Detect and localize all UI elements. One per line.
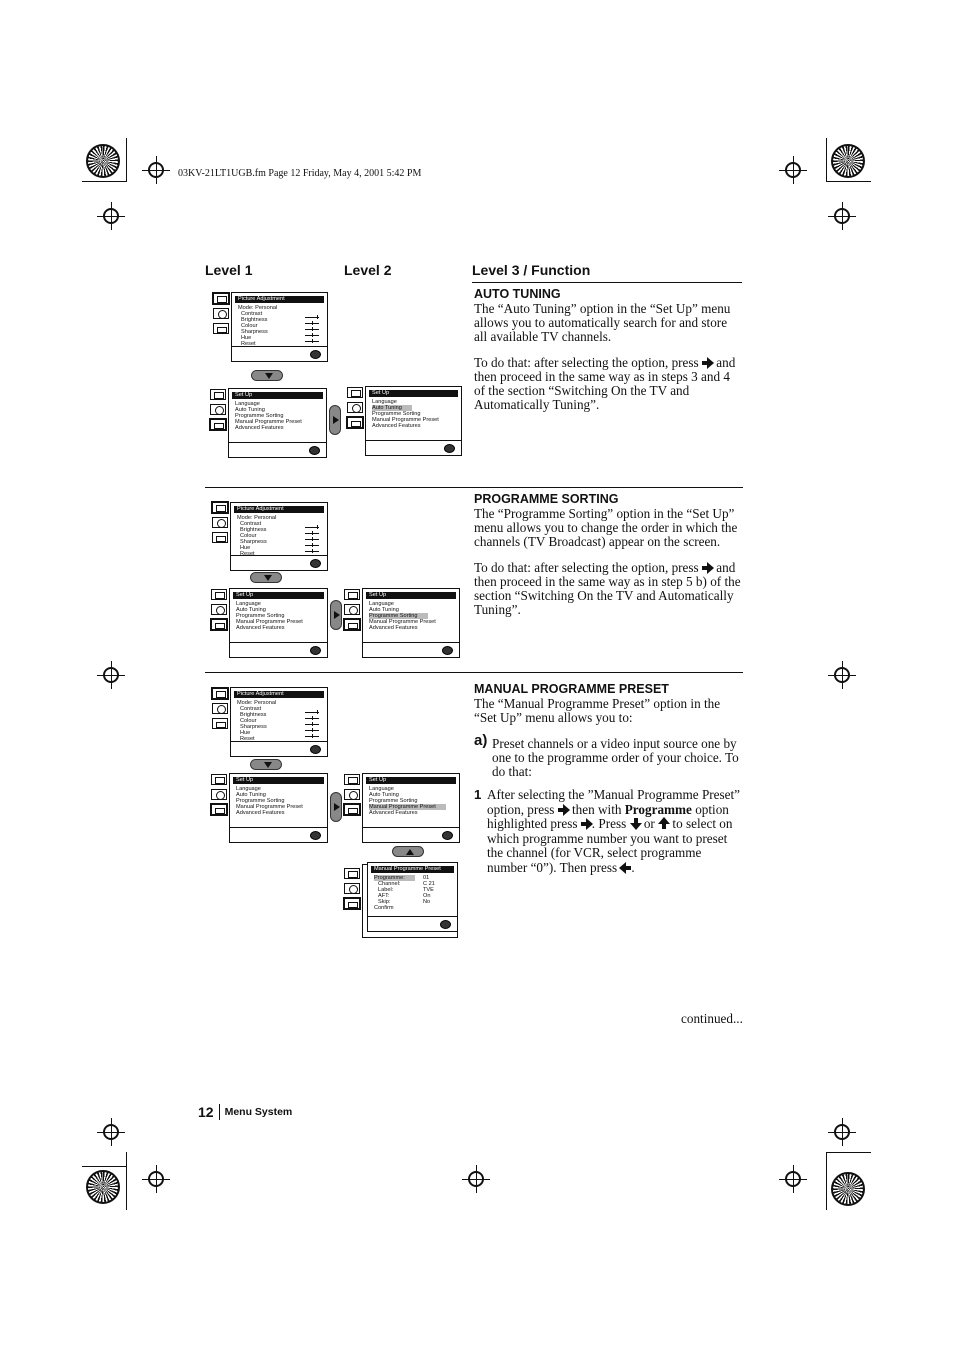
screen-footer	[366, 440, 461, 441]
picture-adjustment-screen	[231, 292, 328, 362]
screen-footer	[368, 916, 457, 917]
crosshair-mid-left	[103, 667, 119, 683]
manual-programme-preset-screen	[367, 862, 458, 932]
crosshair-top-right-b	[834, 208, 850, 224]
timer-menu-icon	[344, 883, 360, 894]
crosshair-bottom-right-b	[834, 1124, 850, 1140]
highlighted-item: Manual Programme Preset	[369, 804, 446, 810]
text-span: To do that: after selecting the option, press	[474, 355, 699, 370]
level-marker	[312, 333, 313, 337]
ok-button-icon	[310, 559, 321, 568]
setup-screen	[228, 388, 327, 458]
label-row: AFT:	[378, 893, 390, 899]
list-item: Auto Tuning	[236, 792, 266, 798]
text-span: to select on which programme number you want to preset the channel (for VCR, select programme number “0”). Then press	[487, 816, 733, 875]
list-item: Advanced Features	[236, 625, 285, 631]
setup-menu-icon	[210, 419, 226, 430]
registration-sun-top-left	[86, 144, 120, 178]
list-item: Contrast	[240, 706, 262, 712]
ok-button-icon	[444, 444, 455, 453]
registration-sun-top-right	[831, 144, 865, 178]
crop-mark	[826, 181, 871, 182]
highlighted-item: Programme Sorting	[369, 613, 428, 619]
value-row: C 21	[423, 881, 435, 887]
screen-footer	[231, 741, 327, 742]
level-bar	[305, 341, 319, 342]
menu-icon-column	[212, 688, 230, 733]
setup-screen-auto-tuning	[365, 386, 462, 456]
setup-menu-icon	[213, 323, 229, 334]
value-row: No	[423, 899, 431, 905]
list-item: Advanced Features	[372, 423, 421, 429]
screen-title: Set Up	[369, 390, 458, 397]
screen-title: Set Up	[233, 777, 324, 784]
bold-text: Programme	[624, 801, 692, 817]
page-footer	[198, 1104, 292, 1120]
timer-menu-icon	[211, 789, 227, 800]
list-item: Reset	[240, 551, 255, 557]
level-marker	[312, 734, 313, 738]
text-span: option highlighted press	[487, 801, 729, 832]
list-item: Hue	[240, 730, 251, 736]
screen-title: Picture Adjustment	[234, 506, 324, 513]
screen-title: Set Up	[233, 592, 324, 599]
level-bar	[305, 323, 319, 324]
crop-mark	[82, 181, 127, 182]
list-item: Reset	[241, 341, 256, 347]
list-item: Hue	[241, 335, 252, 341]
list-item: Brightness	[240, 527, 267, 533]
setup-screen-programme-sorting	[362, 588, 460, 658]
text-span: then with	[572, 801, 622, 817]
right-button-icon	[329, 405, 341, 435]
level-marker	[312, 716, 313, 720]
mode-line: Mode: Personal	[237, 515, 277, 521]
picture-menu-icon	[211, 589, 227, 600]
right-arrow-icon	[558, 804, 569, 815]
timer-menu-icon	[344, 789, 360, 800]
menu-icon-column	[210, 389, 228, 434]
level-marker	[312, 321, 313, 325]
ok-button-icon	[309, 446, 320, 455]
label-row: Label:	[378, 887, 394, 893]
section-rule	[205, 672, 743, 673]
screen-footer	[230, 642, 327, 643]
item-a-label: a)	[474, 732, 488, 749]
level-marker	[312, 531, 313, 535]
level-marker	[317, 710, 318, 714]
level-bar	[305, 527, 319, 528]
screen-footer	[229, 442, 326, 443]
level-marker	[312, 537, 313, 541]
crosshair-top-left-a	[148, 162, 164, 178]
menu-icon-column	[213, 293, 231, 338]
list-item: Colour	[240, 718, 257, 724]
label-row: Skip:	[378, 899, 391, 905]
list-item: Auto Tuning	[369, 792, 399, 798]
level-bar	[305, 718, 319, 719]
list-item: Sharpness	[241, 329, 268, 335]
list-item: Manual Programme Preset	[372, 417, 439, 423]
list-item: Auto Tuning	[369, 607, 399, 613]
list-item: Language	[235, 401, 260, 407]
picture-menu-icon	[211, 774, 227, 785]
level-marker	[317, 525, 318, 529]
setup-menu-icon	[212, 532, 228, 543]
picture-menu-icon	[344, 589, 360, 600]
footer-section: Menu System	[224, 1106, 293, 1118]
level-bar	[305, 335, 319, 336]
screen-footer	[231, 555, 327, 556]
list-item: Hue	[240, 545, 251, 551]
screen-title: Picture Adjustment	[235, 296, 324, 303]
list-item: Manual Programme Preset	[369, 619, 436, 625]
down-button-icon	[250, 572, 282, 583]
text-span: To do that: after selecting the option, press	[474, 560, 699, 575]
list-item: Contrast	[240, 521, 262, 527]
paragraph: The “Auto Tuning” option in the “Set Up” menu allows you to automatically search for and store all available TV channels.	[474, 301, 731, 344]
text-span: or	[643, 816, 655, 832]
screen-title: Picture Adjustment	[234, 691, 324, 698]
picture-menu-icon	[347, 387, 363, 398]
header-level2: Level 2	[344, 262, 392, 278]
crop-mark	[826, 138, 827, 182]
down-button-icon	[250, 759, 282, 770]
up-arrow-icon	[658, 818, 669, 829]
highlighted-item: Auto Tuning	[372, 405, 412, 411]
right-arrow-icon	[581, 818, 592, 829]
right-button-icon	[330, 600, 342, 630]
list-item: Programme Sorting	[236, 798, 285, 804]
header-level3: Level 3 / Function	[472, 262, 591, 278]
section-heading: AUTO TUNING	[474, 287, 561, 301]
list-item: Reset	[240, 736, 255, 742]
level-bar	[305, 539, 319, 540]
timer-menu-icon	[212, 517, 228, 528]
screen-footer	[230, 827, 327, 828]
paragraph: The “Manual Programme Preset” option in the “Set Up” menu allows you to:	[474, 696, 721, 725]
screen-footer	[363, 642, 459, 643]
ok-button-icon	[442, 831, 453, 840]
left-arrow-icon	[620, 862, 631, 873]
level-bar	[305, 551, 319, 552]
crop-mark	[82, 1166, 127, 1167]
screen-title: Set Up	[366, 592, 456, 599]
menu-icon-column	[344, 774, 362, 819]
menu-icon-column	[344, 589, 362, 634]
registration-sun-bottom-left	[86, 1170, 120, 1204]
level-bar	[305, 533, 319, 534]
page-number: 12	[198, 1104, 214, 1120]
level-marker	[312, 339, 313, 343]
screen-title: Set Up	[366, 777, 456, 784]
label-row: Channel:	[378, 881, 401, 887]
ok-button-icon	[310, 350, 321, 359]
crop-mark	[826, 1152, 827, 1210]
menu-icon-column	[347, 387, 365, 432]
crop-mark	[126, 138, 127, 182]
text-span: and then proceed in the same way as in step 5 b) of the section “Switching On the TV and Automatically Tuning”.	[474, 560, 741, 617]
list-item: Programme Sorting	[235, 413, 284, 419]
timer-menu-icon	[347, 402, 363, 413]
list-item: Contrast	[241, 311, 263, 317]
level-marker	[312, 543, 313, 547]
text-span: Press	[598, 816, 627, 832]
screen-title: Set Up	[232, 392, 323, 399]
crosshair-top-right-a	[785, 162, 801, 178]
crop-mark	[826, 1152, 871, 1153]
list-item: Brightness	[241, 317, 268, 323]
ok-button-icon	[440, 920, 451, 929]
picture-menu-icon	[344, 774, 360, 785]
paragraph: The “Programme Sorting” option in the “Set Up” menu allows you to change the order in which the channels (TV Broadcast) appear on the screen.	[474, 506, 738, 549]
programme-sorting-section	[474, 492, 742, 617]
right-arrow-icon	[702, 357, 713, 368]
menu-icon-column	[344, 868, 362, 913]
menu-icon-column	[212, 502, 230, 547]
level-bar	[305, 730, 319, 731]
ok-button-icon	[310, 745, 321, 754]
list-item: Advanced Features	[235, 425, 284, 431]
list-item: Brightness	[240, 712, 267, 718]
setup-menu-icon	[211, 804, 227, 815]
list-item: Colour	[240, 533, 257, 539]
list-item: Language	[369, 786, 394, 792]
level-bar	[305, 317, 319, 318]
setup-menu-icon	[212, 718, 228, 729]
screen-footer	[232, 346, 327, 347]
level-marker	[312, 722, 313, 726]
down-button-icon	[251, 370, 283, 381]
ok-button-icon	[442, 646, 453, 655]
list-item: Manual Programme Preset	[236, 804, 303, 810]
menu-icon-column	[211, 774, 229, 819]
picture-menu-icon	[212, 502, 228, 513]
section-heading: PROGRAMME SORTING	[474, 492, 619, 506]
text-span: After selecting the ”Manual Programme Preset” option, press	[487, 787, 741, 817]
screen-footer	[363, 827, 459, 828]
up-button-icon	[392, 846, 424, 857]
value-row: 01	[423, 875, 430, 881]
level-marker	[312, 327, 313, 331]
mode-line: Mode: Personal	[237, 700, 277, 706]
setup-menu-icon	[344, 804, 360, 815]
setup-menu-icon	[347, 417, 363, 428]
timer-menu-icon	[344, 604, 360, 615]
crosshair-top-left-b	[103, 208, 119, 224]
manual-preset-section	[474, 682, 744, 876]
list-item: Manual Programme Preset	[236, 619, 303, 625]
paragraph	[474, 561, 742, 617]
list-item: Colour	[241, 323, 258, 329]
programme-label: Programme:	[374, 875, 415, 881]
level-bar	[305, 712, 319, 713]
setup-screen	[229, 588, 328, 658]
down-arrow-icon	[630, 818, 641, 829]
crosshair-bottom-left-a	[148, 1171, 164, 1187]
text-span: and then proceed in the same way as in steps 3 and 4 of the section “Switching On the TV and Automatically Tuning”.	[474, 355, 736, 412]
list-item: Language	[369, 601, 394, 607]
list-item: Advanced Features	[369, 810, 418, 816]
section-rule	[205, 487, 743, 488]
level-bar	[305, 724, 319, 725]
auto-tuning-section	[474, 287, 742, 412]
header-level1: Level 1	[205, 262, 253, 278]
level-marker	[317, 315, 318, 319]
menu-icon-column	[211, 589, 229, 634]
picture-adjustment-screen	[230, 502, 328, 571]
text-span: Preset channels or a video input source one by one to the programme order of your choice. To do that:	[492, 736, 739, 779]
paragraph	[474, 356, 742, 412]
crop-mark	[126, 1152, 127, 1210]
list-item: Language	[236, 601, 261, 607]
ok-button-icon	[310, 831, 321, 840]
label-row: Confirm	[374, 905, 394, 911]
value-row: On	[423, 893, 431, 899]
step-1: 1 After selecting the ”Manual Programme Preset” option, press then with Programme option highlighted press . Press or to select on which programme number you want to preset the channel (for VCR, select programme number “0”). Then press .	[474, 787, 741, 875]
picture-menu-icon	[213, 293, 229, 304]
item-a	[474, 732, 744, 779]
setup-menu-icon	[344, 619, 360, 630]
value-row: TVE	[423, 887, 434, 893]
crosshair-bottom-left-b	[103, 1124, 119, 1140]
crosshair-bottom-center	[468, 1171, 484, 1187]
list-item: Advanced Features	[369, 625, 418, 631]
picture-adjustment-screen	[230, 687, 328, 757]
screen-title: Manual Programme Preset	[371, 866, 454, 873]
setup-menu-icon	[211, 619, 227, 630]
setup-menu-icon	[344, 898, 360, 909]
list-item: Programme Sorting	[372, 411, 421, 417]
timer-menu-icon	[212, 703, 228, 714]
list-item: Programme Sorting	[369, 798, 418, 804]
setup-screen	[229, 773, 328, 843]
section-heading: MANUAL PROGRAMME PRESET	[474, 682, 669, 696]
picture-menu-icon	[344, 868, 360, 879]
crosshair-mid-right	[834, 667, 850, 683]
continued-note: continued...	[681, 1011, 743, 1026]
list-item: Manual Programme Preset	[235, 419, 302, 425]
crosshair-bottom-right-a	[785, 1171, 801, 1187]
mode-line: Mode: Personal	[238, 305, 278, 311]
level-marker	[312, 728, 313, 732]
list-item: Language	[372, 399, 397, 405]
file-stamp: 03KV-21LT1UGB.fm Page 12 Friday, May 4, 2001 5:42 PM	[178, 168, 422, 179]
timer-menu-icon	[210, 404, 226, 415]
footer-divider	[219, 1104, 220, 1120]
level-bar	[305, 545, 319, 546]
list-item: Auto Tuning	[236, 607, 266, 613]
timer-menu-icon	[211, 604, 227, 615]
section-rule	[472, 282, 742, 283]
picture-menu-icon	[212, 688, 228, 699]
level-marker	[312, 549, 313, 553]
list-item: Sharpness	[240, 539, 267, 545]
registration-sun-bottom-right	[831, 1172, 865, 1206]
list-item: Language	[236, 786, 261, 792]
picture-menu-icon	[210, 389, 226, 400]
level-bar	[305, 736, 319, 737]
list-item: Sharpness	[240, 724, 267, 730]
ok-button-icon	[310, 646, 321, 655]
timer-menu-icon	[213, 308, 229, 319]
right-button-icon	[330, 792, 342, 822]
list-item: Programme Sorting	[236, 613, 285, 619]
right-arrow-icon	[702, 562, 713, 573]
step-number: 1	[474, 787, 482, 802]
level-bar	[305, 329, 319, 330]
setup-screen-manual-preset	[362, 773, 460, 843]
list-item: Auto Tuning	[235, 407, 265, 413]
list-item: Advanced Features	[236, 810, 285, 816]
